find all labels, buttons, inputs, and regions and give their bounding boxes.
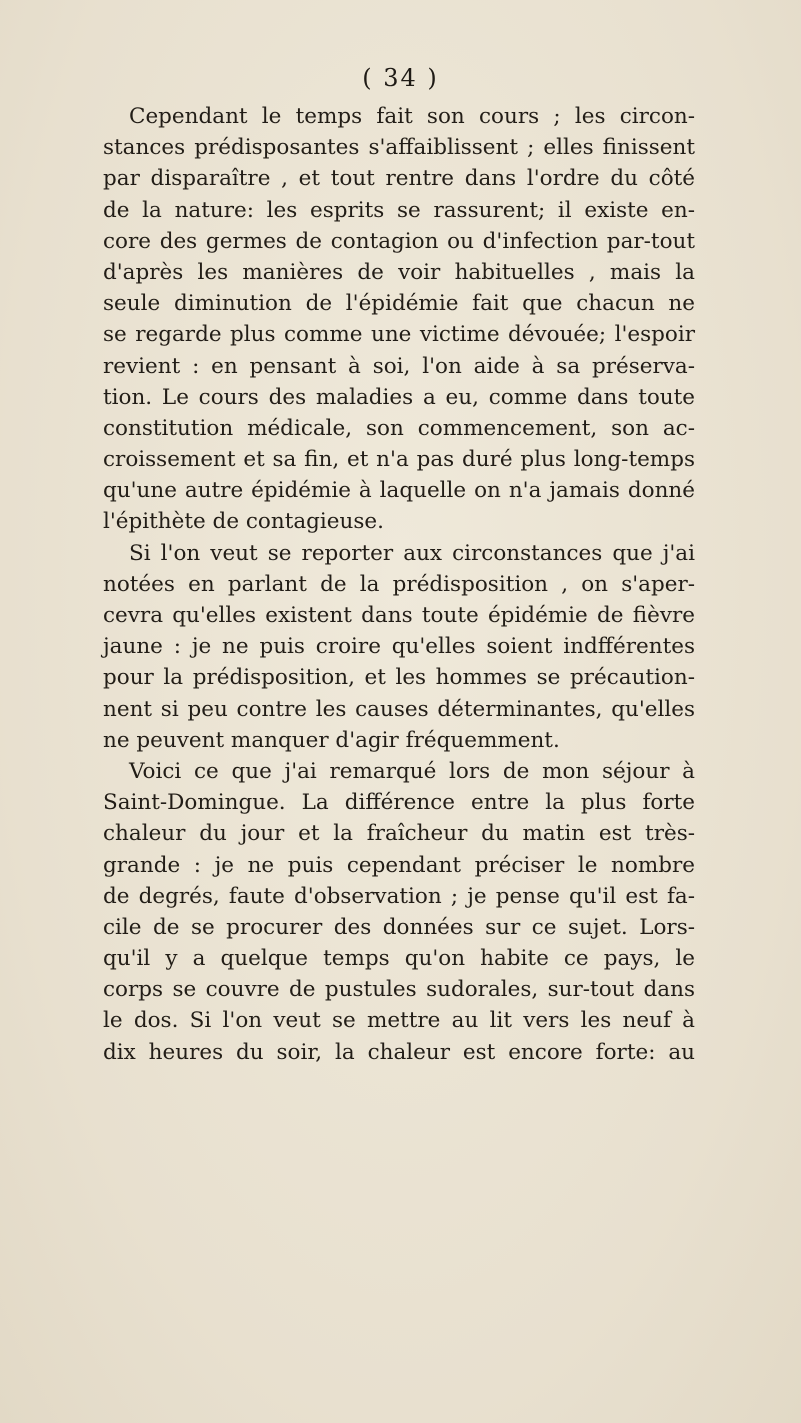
paragraph-2 [103, 538, 695, 756]
text-line: nent si peu contre les causes déterminantes, qu'elles [103, 696, 695, 722]
text-line: stances prédisposantes s'affaiblissent ; elles finissent [103, 135, 695, 161]
text-line: de degrés, faute d'observation ; je pense qu'il est fa- [103, 883, 695, 909]
page-number: ( 34 ) [362, 64, 439, 92]
text-line: tion. Le cours des maladies a eu, comme dans toute [103, 384, 695, 410]
text-line: revient : en pensant à soi, l'on aide à sa préserva- [103, 353, 695, 379]
text-line: cevra qu'elles existent dans toute épidémie de fièvre [103, 603, 695, 628]
text-line: le dos. Si l'on veut se mettre au lit vers les neuf à [103, 1008, 695, 1034]
text-line: Voici ce que j'ai remarqué lors de mon séjour à [129, 758, 695, 784]
text-line: d'après les manières de voir habituelles , mais la [103, 259, 695, 285]
text-line: jaune : je ne puis croire qu'elles soient indfférentes [103, 634, 695, 660]
paragraph-1 [103, 101, 695, 538]
text-line: Cependant le temps fait son cours ; les circon- [129, 104, 695, 129]
text-line: cile de se procurer des données sur ce sujet. Lors- [103, 914, 695, 940]
text-line: ne peuvent manquer d'agir fréquemment. [103, 727, 560, 753]
text-line: constitution médicale, son commencement, son ac- [103, 415, 695, 441]
text-line: chaleur du jour et la fraîcheur du matin est très- [103, 821, 695, 847]
text-line: grande : je ne puis cependant préciser le nombre [103, 852, 695, 878]
text-line: par disparaître , et tout rentre dans l'ordre du côté [103, 166, 695, 192]
text-line: l'épithète de contagieuse. [103, 509, 384, 535]
text-line: qu'il y a quelque temps qu'on habite ce pays, le [103, 946, 695, 972]
text-line: notées en parlant de la prédisposition , on s'aper- [103, 571, 695, 597]
text-line: seule diminution de l'épidémie fait que chacun ne [103, 291, 695, 317]
text-line: se regarde plus comme une victime dévouée; l'espoir [103, 322, 695, 348]
text-line: croissement et sa fin, et n'a pas duré plus long-temps [103, 447, 695, 473]
text-line: de la nature: les esprits se rassurent; il existe en- [103, 197, 695, 223]
paragraph-3 [103, 756, 695, 1068]
text-line: core des germes de contagion ou d'infection par-tout [103, 228, 695, 254]
text-line: Si l'on veut se reporter aux circonstances que j'ai [129, 540, 695, 566]
text-line: qu'une autre épidémie à laquelle on n'a jamais donné [103, 478, 695, 504]
text-line: Saint-Domingue. La différence entre la plus forte [103, 790, 695, 816]
text-line: corps se couvre de pustules sudorales, sur-tout dans [103, 977, 695, 1003]
text-line: dix heures du soir, la chaleur est encore forte: au [103, 1039, 695, 1065]
text-line: pour la prédisposition, et les hommes se précaution- [103, 665, 695, 691]
body-text [103, 101, 695, 1068]
